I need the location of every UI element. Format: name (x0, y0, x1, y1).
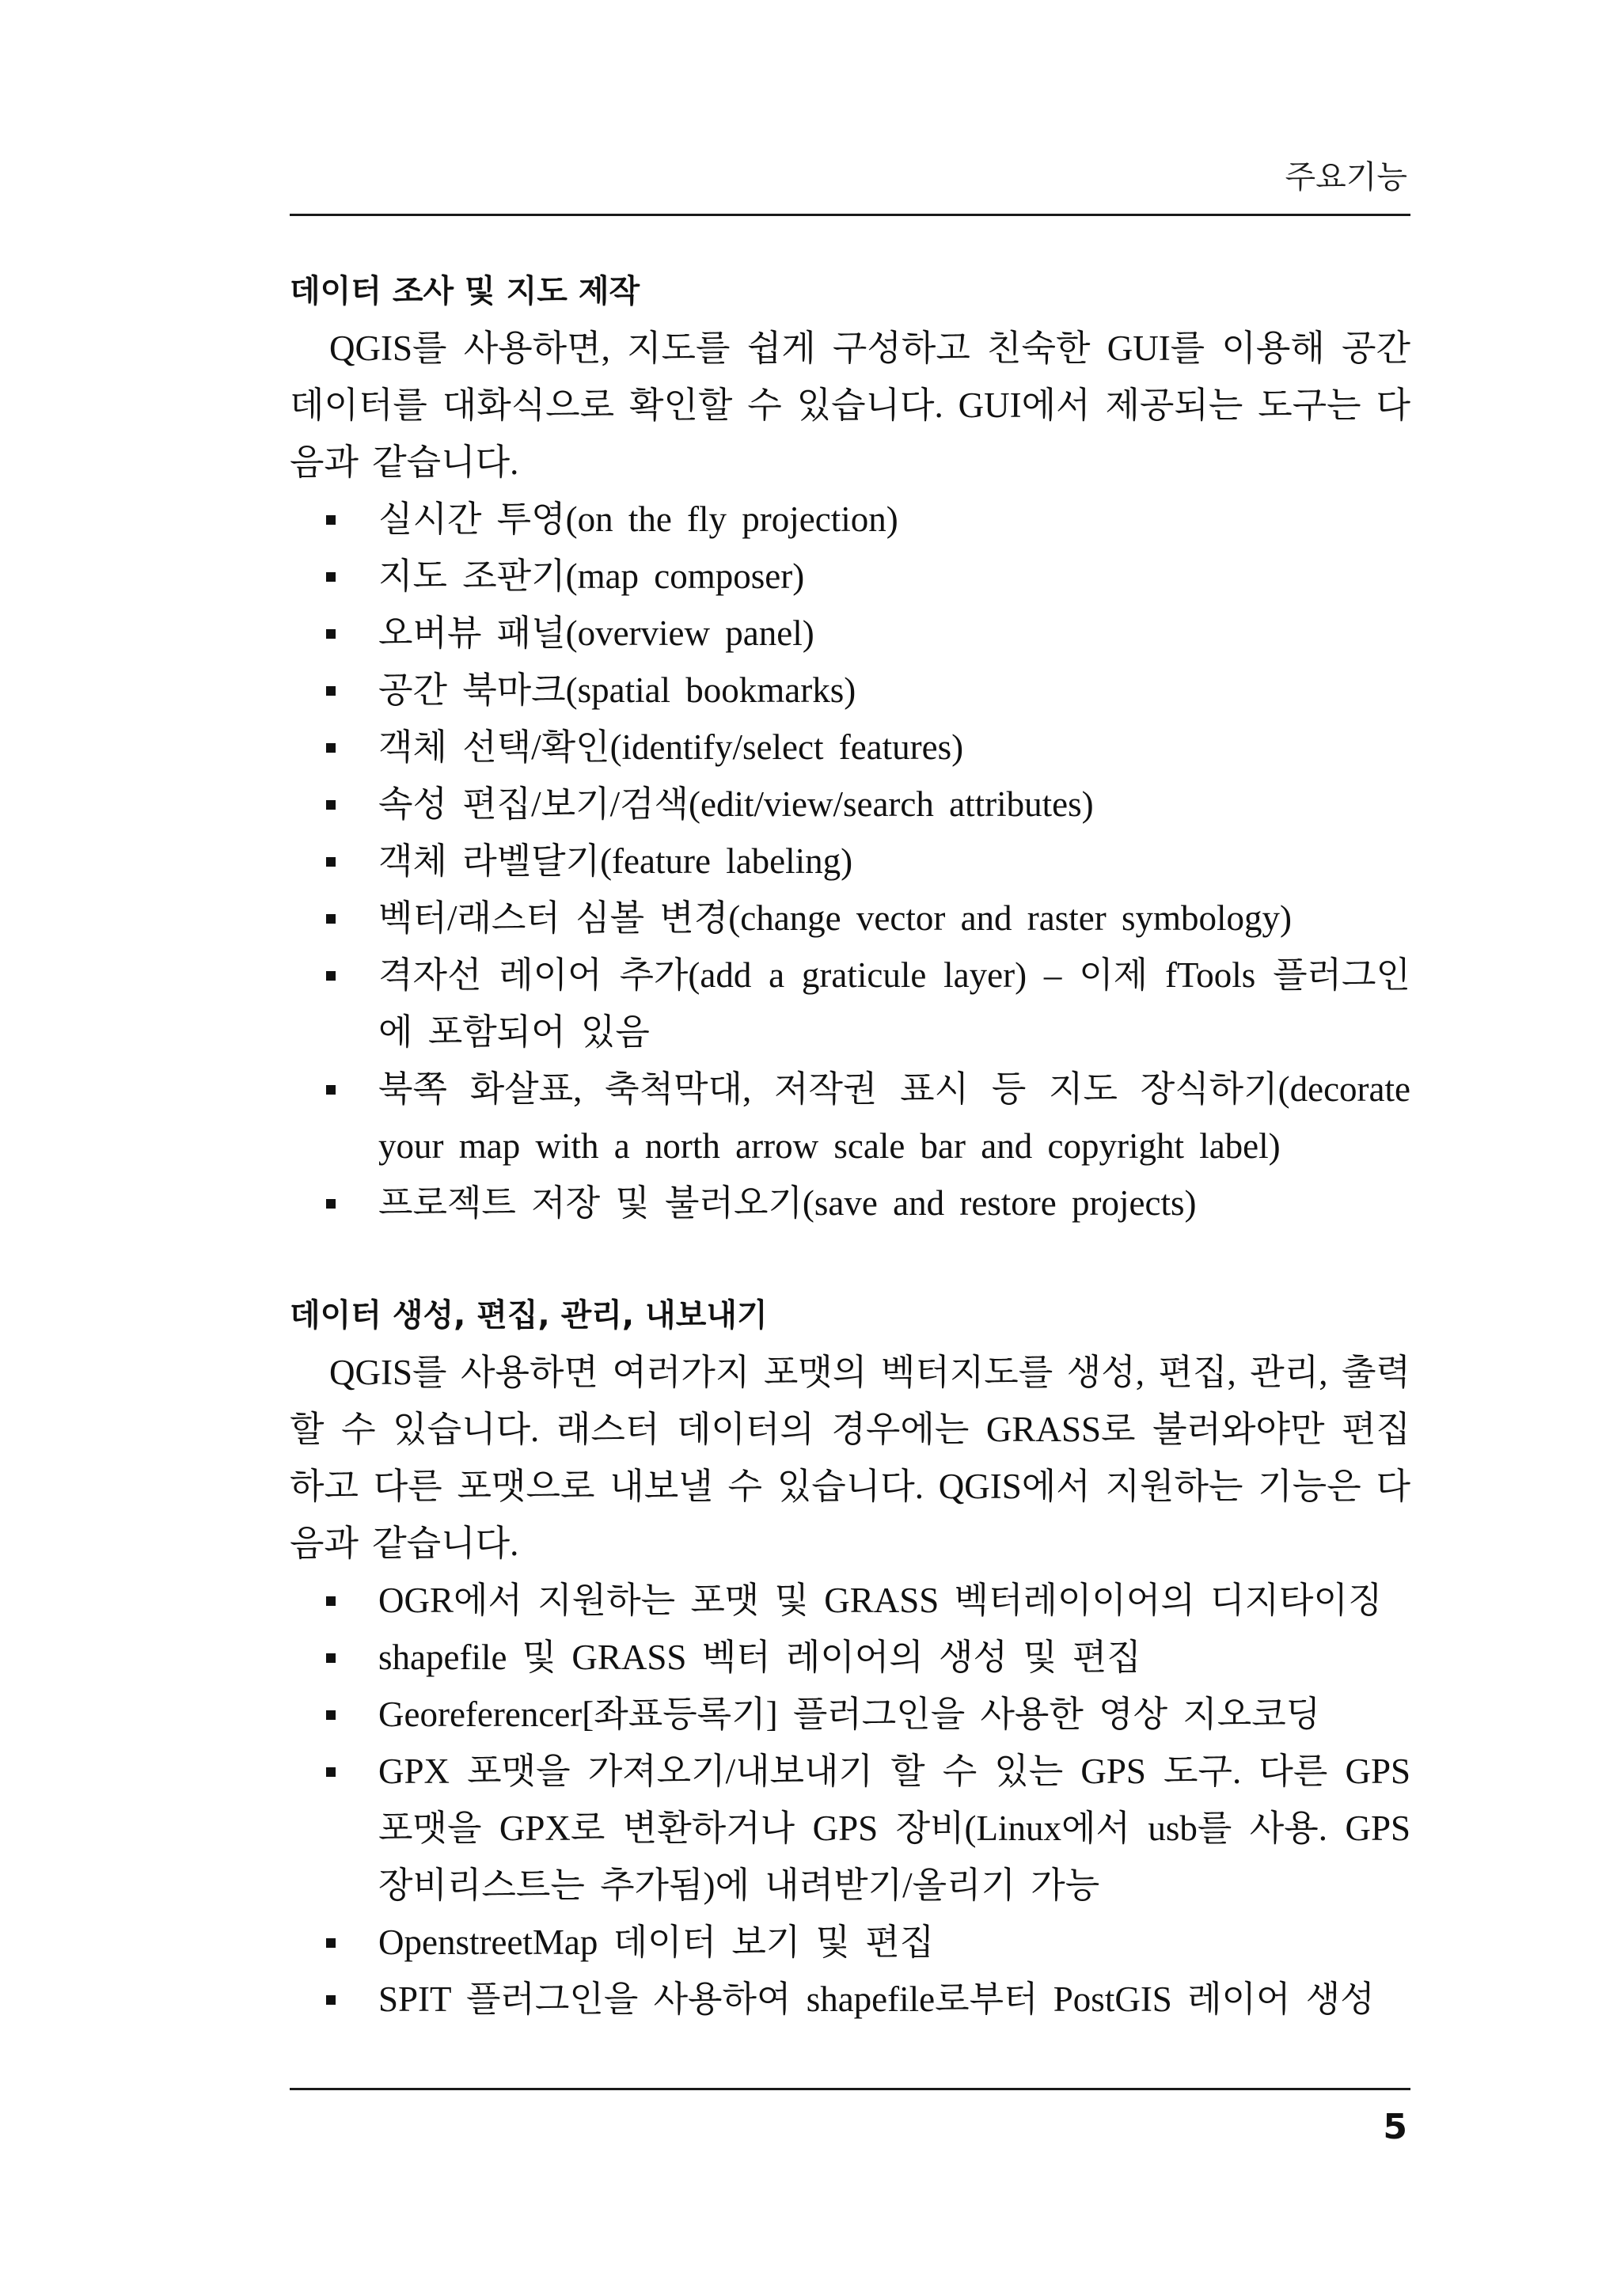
feature-list (290, 1572, 1410, 2028)
list-item: 객체 선택/확인(identify/select features) (290, 719, 1410, 776)
bullet-square-icon (326, 1767, 336, 1777)
list-item: 북쪽 화살표, 축척막대, 저작권 표시 등 지도 장식하기(decorate your map with a north arrow scale bar and copyright label) (290, 1061, 1410, 1175)
list-item: GPX 포맷을 가져오기/내보내기 할 수 있는 GPS 도구. 다른 GPS 포맷을 GPX로 변환하거나 GPS 장비(Linux에서 usb를 사용. GPS 장비리스트는 추가됨)에 내려받기/올리기 가능 (290, 1743, 1410, 1914)
page-content (290, 269, 1410, 2028)
bullet-square-icon (326, 800, 336, 810)
list-item: 공간 북마크(spatial bookmarks) (290, 662, 1410, 719)
list-item: 속성 편집/보기/검색(edit/view/search attributes) (290, 776, 1410, 833)
page-number: 5 (1383, 2107, 1407, 2147)
bullet-square-icon (326, 1710, 336, 1720)
section-heading: 데이터 생성, 편집, 관리, 내보내기 (290, 1297, 768, 1334)
list-item: SPIT 플러그인을 사용하여 shapefile로부터 PostGIS 레이어 생성 (290, 1971, 1410, 2028)
bullet-square-icon (326, 743, 336, 753)
bullet-square-icon (326, 1085, 336, 1095)
bullet-square-icon (326, 1653, 336, 1663)
list-item: shapefile 및 GRASS 벡터 레이어의 생성 및 편집 (290, 1629, 1410, 1686)
bullet-square-icon (326, 971, 336, 981)
section-paragraph: QGIS를 사용하면 여러가지 포맷의 벡터지도를 생성, 편집, 관리, 출력할 수 있습니다. 래스터 데이터의 경우에는 GRASS로 불러와야만 편집하고 다른 포맷으로 내보낼 수 있습니다. QGIS에서 지원하는 기능은 다음과 같습니다. (290, 1353, 1410, 1563)
bullet-square-icon (326, 1199, 336, 1209)
bullet-square-icon (326, 1995, 336, 2005)
bullet-square-icon (326, 857, 336, 867)
feature-list (290, 491, 1410, 1231)
list-item: Georeferencer[좌표등록기] 플러그인을 사용한 영상 지오코딩 (290, 1686, 1410, 1743)
section-data-editing (290, 1293, 1410, 2028)
list-item: 벡터/래스터 심볼 변경(change vector and raster symbology) (290, 890, 1410, 947)
running-header: 주요기능 (1285, 159, 1407, 195)
list-item: 실시간 투영(on the fly projection) (290, 491, 1410, 548)
footer-rule (290, 2088, 1410, 2090)
section-heading: 데이터 조사 및 지도 제작 (290, 273, 640, 309)
list-item: 객체 라벨달기(feature labeling) (290, 833, 1410, 890)
bullet-square-icon (326, 914, 336, 924)
bullet-square-icon (326, 572, 336, 582)
list-item: 격자선 레이어 추가(add a graticule layer) – 이제 fTools 플러그인에 포함되어 있음 (290, 947, 1410, 1061)
bullet-square-icon (326, 686, 336, 696)
list-item: OGR에서 지원하는 포맷 및 GRASS 벡터레이이어의 디지타이징 (290, 1572, 1410, 1629)
section-data-exploration (290, 269, 1410, 1231)
bullet-square-icon (326, 515, 336, 525)
list-item: OpenstreetMap 데이터 보기 및 편집 (290, 1914, 1410, 1971)
bullet-square-icon (326, 1596, 336, 1606)
bullet-square-icon (326, 629, 336, 639)
bullet-square-icon (326, 1938, 336, 1948)
list-item: 프로젝트 저장 및 불러오기(save and restore projects) (290, 1175, 1410, 1231)
list-item: 지도 조판기(map composer) (290, 548, 1410, 605)
header-rule (290, 214, 1410, 216)
section-paragraph: QGIS를 사용하면, 지도를 쉽게 구성하고 친숙한 GUI를 이용해 공간데이터를 대화식으로 확인할 수 있습니다. GUI에서 제공되는 도구는 다음과 같습니다. (290, 328, 1410, 482)
list-item: 오버뷰 패널(overview panel) (290, 605, 1410, 662)
